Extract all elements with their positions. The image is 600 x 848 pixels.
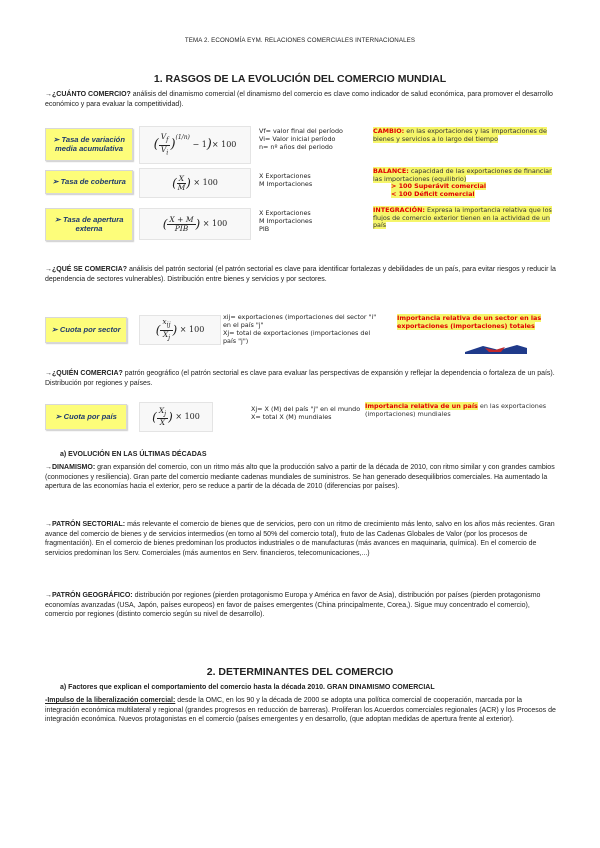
note-balance-superavit: > 100 Superávit comercial — [391, 182, 487, 191]
var-pib: PIB — [259, 225, 270, 233]
var-xj: Xj= total de exportaciones (importaciones del país "j") — [223, 329, 371, 345]
question-3-lead: →¿QUIÉN COMERCIA? — [45, 370, 123, 377]
question-1-lead: →¿CUÁNTO COMERCIO? — [45, 91, 131, 98]
var-m-apertura: M Importaciones — [259, 217, 313, 225]
vars-variacion — [259, 127, 367, 151]
note-cuota-sector-text: Importancia relativa de un sector en las exportaciones (importaciones) totales — [397, 314, 542, 330]
vars-cuota-sector — [223, 313, 381, 345]
note-balance — [373, 168, 557, 199]
question-2-paragraph — [45, 265, 557, 284]
vars-cobertura — [259, 172, 367, 188]
var-m: M Importaciones — [259, 180, 313, 188]
note-balance-deficit: < 100 Déficit comercial — [391, 190, 475, 199]
flag-decoration-icon — [465, 344, 527, 354]
patron-sectorial-paragraph — [45, 520, 557, 558]
note-cambio-text: en las exportaciones y las importaciones de bienes y servicios a lo largo del tiempo — [373, 127, 547, 143]
section-2-subsection-a: a) Factores que explican el comportamiento del comercio hasta la década 2010. GRAN DINAMISMO COMERCIAL — [60, 684, 435, 691]
note-balance-text: capacidad de las exportaciones de financiar las importaciones (equilibrio) — [373, 167, 552, 183]
var-x-total: X= total X (M) mundiales — [251, 413, 332, 421]
formula-cuota-pais: ( $\frac{X_j}{X}$ ) × 100 — [139, 402, 213, 432]
impulso-paragraph — [45, 696, 557, 725]
dinamismo-lead: →DINAMISMO: — [45, 464, 96, 471]
question-2-text: análisis del patrón sectorial (el patrón sectorial es clave para identificar fortalezas y debilidades de un país, para evitar riesgos y reducir la dependencia de sectores vulnerables). Distribución entre bienes y servicios y por sectores. — [45, 266, 556, 283]
label-tasa-cobertura: ➢ Tasa de cobertura — [45, 170, 133, 194]
note-cuota-sector — [397, 315, 557, 330]
dinamismo-paragraph — [45, 463, 557, 492]
question-1-text: análisis del dinamismo comercial (el dinamismo del comercio es clave como indicador de salud económica, para promover el desarrollo económico y para evaluar la competitividad). — [45, 91, 553, 108]
var-x-apertura: X Exportaciones — [259, 209, 311, 217]
page-header: TEMA 2. ECONOMÍA EYM. RELACIONES COMERCIALES INTERNACIONALES — [184, 37, 416, 44]
subsection-a-title: a) EVOLUCIÓN EN LAS ÚLTIMAS DÉCADAS — [60, 451, 207, 458]
patron-geografico-text: distribución por regiones (pierden protagonismo Europa y América en favor de Asia), distribución por países (pierden protagonismo economías avanzadas (USA, Japón, países europeos) en favor de países emergentes (China principalmente, Corea,). Sigue muy concentrado el comercio), comercio por regiones (distinto comercio según su nivel de desarrollo). — [45, 592, 541, 619]
formula-row-apertura — [45, 206, 557, 244]
patron-sectorial-text: más relevante el comercio de bienes que de servicios, pero con un ritmo de crecimiento más lento, salvo en los años más recientes. Gran avance del comercio de bienes y de servicios intermedios (en torno al 50% del comercio total), fruto de las Cadenas Globales de Valor (por los procesos de fragmentación). En el comercio de bienes predominan los productos industriales o de manufacturas (más avances en maquinaria, química). En el comercio de servicios predominan los Serv. Comerciales (más aumentos en Serv. financieros, telecomunicaciones,...) — [45, 521, 555, 557]
label-tasa-variacion: ➢ Tasa de variación media acumulativa — [45, 128, 133, 161]
note-balance-lead: BALANCE: — [373, 167, 409, 175]
formula-row-cobertura — [45, 168, 557, 202]
formula-apertura: ( $\frac{X + M}{\text{PIB}}$ ) × 100 — [139, 208, 251, 240]
note-cuota-pais-text: en las exportaciones (importaciones) mundiales — [365, 402, 547, 418]
formula-row-cuota-pais — [45, 400, 557, 434]
patron-geografico-lead: →PATRÓN GEOGRÁFICO: — [45, 592, 133, 599]
question-3-paragraph — [45, 369, 557, 388]
note-cuota-pais-hl: Importancia relativa de un país — [365, 402, 478, 410]
note-integracion — [373, 207, 557, 230]
var-vf: Vf= valor final del período — [259, 127, 343, 135]
section-2-title: 2. DETERMINANTES DEL COMERCIO — [206, 666, 394, 678]
patron-sectorial-lead: →PATRÓN SECTORIAL: — [45, 521, 126, 528]
note-cambio-lead: CAMBIO: — [373, 127, 405, 135]
formula-cobertura: ( $\frac{X}{M}$ ) × 100 — [139, 168, 251, 198]
question-2-lead: →¿QUÉ SE COMERCIA? — [45, 266, 128, 273]
dinamismo-text: gran expansión del comercio, con un ritmo más alto que la producción salvo a partir de la década de 2010, con ritmo similar y con grandes cambios (conmociones y resiliencia). Gran parte del comercio mediante cadenas mundiales de suministros. Se han generado desequilibrios comerciales. Ha aumentado la apertura de las economías hacia el exterior, pero se reduce a partir de la década de 2010 (diferencias por países). — [45, 464, 555, 491]
label-cuota-sector: ➢ Cuota por sector — [45, 317, 127, 343]
patron-geografico-paragraph — [45, 591, 557, 620]
var-xj-pais: Xj= X (M) del país "j" en el mundo — [251, 405, 361, 413]
note-integracion-lead: INTEGRACIÓN: — [373, 206, 425, 214]
formula-variacion: ( $\frac{V_f}{V_i}$ ) $^{(1/n)}$ − 1 ) × 100 — [139, 126, 251, 164]
var-x: X Exportaciones — [259, 172, 311, 180]
question-1-paragraph — [45, 90, 557, 109]
impulso-lead: -Impulso de la liberalización comercial: — [45, 697, 176, 704]
label-cuota-pais: ➢ Cuota por país — [45, 404, 127, 430]
formula-cuota-sector: ( $\frac{x_{ij}}{X_j}$ ) × 100 — [139, 315, 221, 345]
note-cuota-pais — [365, 403, 557, 418]
note-cambio — [373, 128, 557, 143]
formula-row-variacion — [45, 126, 557, 164]
var-n: n= nº años del periodo — [259, 143, 333, 151]
question-3-text: patrón geográfico (el patrón sectorial es clave para evaluar las perspectivas de expansión y reflejar la dependencia o fortaleza de un país). Distribución por regiones y países. — [45, 370, 555, 387]
impulso-text: desde la OMC, en los 90 y la década de 2000 se adopta una política comercial de cooperación, marcada por la integración económica multilateral y regional (grandes progresos en reducción de barreras). Proliferan los Acuerdos comerciales regionales (ACR) y los Procesos de integración económica. Nuevos protagonistas en el comercio (países emergentes y en desarrollo, (que adoptan medidas de apertura frente al exterior). — [45, 697, 556, 724]
vars-apertura — [259, 209, 367, 233]
note-integracion-text: Expresa la importancia relativa que los flujos de comercio exterior tienen en la actividad de un país — [373, 206, 552, 230]
var-vi: Vi= Valor inicial período — [259, 135, 336, 143]
label-tasa-apertura: ➢ Tasa de apertura externa — [45, 208, 133, 241]
var-xij: xij= exportaciones (importaciones del sector "i" en el país "j" — [223, 313, 377, 329]
section-1-title: 1. RASGOS DE LA EVOLUCIÓN DEL COMERCIO MUNDIAL — [153, 73, 447, 85]
